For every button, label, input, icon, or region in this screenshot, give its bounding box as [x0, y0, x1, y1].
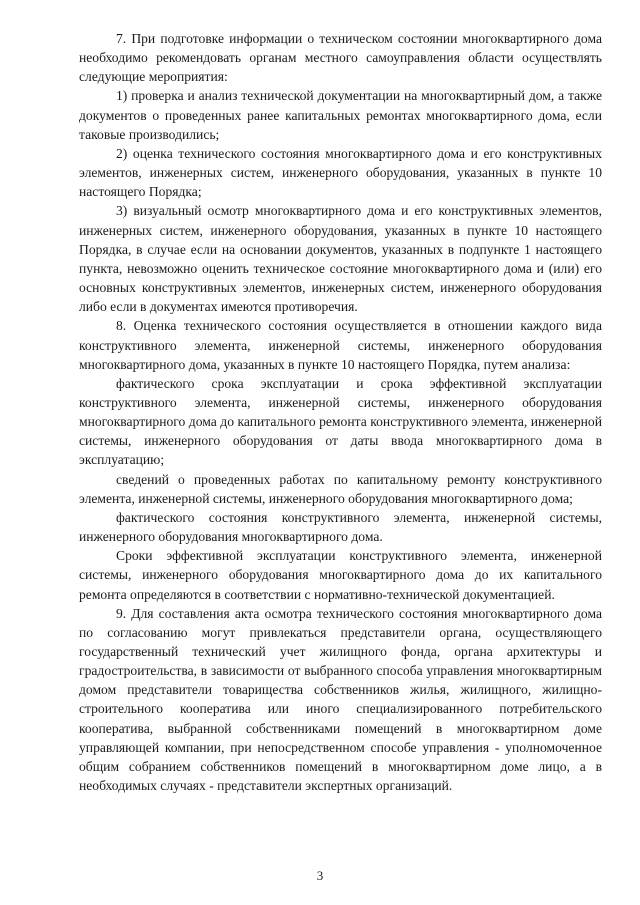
document-body	[79, 29, 602, 795]
paragraph-8-terms: Сроки эффективной эксплуатации конструктивного элемента, инженерной системы, инженерного оборудования многоквартирного дома до их капитального ремонта определяются в соответствии с нормативно-технической документацией.	[79, 548, 602, 602]
paragraph-7-item-3: 3) визуальный осмотр многоквартирного дома и его конструктивных элементов, инженерных систем, инженерного оборудования, указанных в пункте 10 настоящего Порядка, в случае если на основании документов, указанных в подпункте 1 настоящего пункта, невозможно оценить техническое состояние многоквартирного дома и (или) его основных конструктивных элементов, инженерных систем, инженерного оборудования либо если в документах имеются противоречия.	[79, 203, 602, 315]
paragraph-8-analysis-1: фактического срока эксплуатации и срока эффективной эксплуатации конструктивного элемента, инженерной системы, инженерного оборудования многоквартирного дома до капитального ремонта конструктивного элемента, инженерной системы, инженерного оборудования от даты ввода многоквартирного дома в эксплуатацию;	[79, 375, 602, 468]
paragraph-9: 9. Для составления акта осмотра технического состояния многоквартирного дома по согласованию могут привлекаться представители органа, осуществляющего государственный технический учет жилищного фонда, органа архитектуры и градостроительства, в зависимости от выбранного способа управления многоквартирным домом представители товарищества собственников жилья, жилищного, жилищно-строительного кооператива или иного специализированного потребительского кооператива, выбранной собственниками помещений в многоквартирном доме управляющей компании, при непосредственном способе управления - уполномоченное общим собранием собственников помещений в многоквартирном доме лицо, а в необходимых случаях - представители экспертных организаций.	[79, 605, 602, 794]
paragraph-8-analysis-3: фактического состояния конструктивного элемента, инженерной системы, инженерного оборудования многоквартирного дома.	[79, 509, 602, 545]
page-number: 3	[316, 868, 324, 883]
paragraph-8: 8. Оценка технического состояния осуществляется в отношении каждого вида конструктивного элемента, инженерной системы, инженерного оборудования многоквартирного дома, указанных в пункте 10 настоящего Порядка, путем анализа:	[79, 318, 602, 372]
paragraph-8-analysis-2: сведений о проведенных работах по капитальному ремонту конструктивного элемента, инженерной системы, инженерного оборудования многоквартирного дома;	[79, 471, 602, 506]
paragraph-7-item-1: 1) проверка и анализ технической документации на многоквартирный дом, а также документов о проведенных ранее капитальных ремонтах многоквартирного дома, если таковые производились;	[79, 88, 602, 142]
paragraph-7-item-2: 2) оценка технического состояния многоквартирного дома и его конструктивных элементов, инженерных систем, инженерного оборудования, указанных в пункте 10 настоящего Порядка;	[79, 145, 602, 200]
paragraph-7: 7. При подготовке информации о техническом состоянии многоквартирного дома необходимо рекомендовать органам местного самоуправления области осуществлять следующие мероприятия:	[79, 31, 602, 85]
